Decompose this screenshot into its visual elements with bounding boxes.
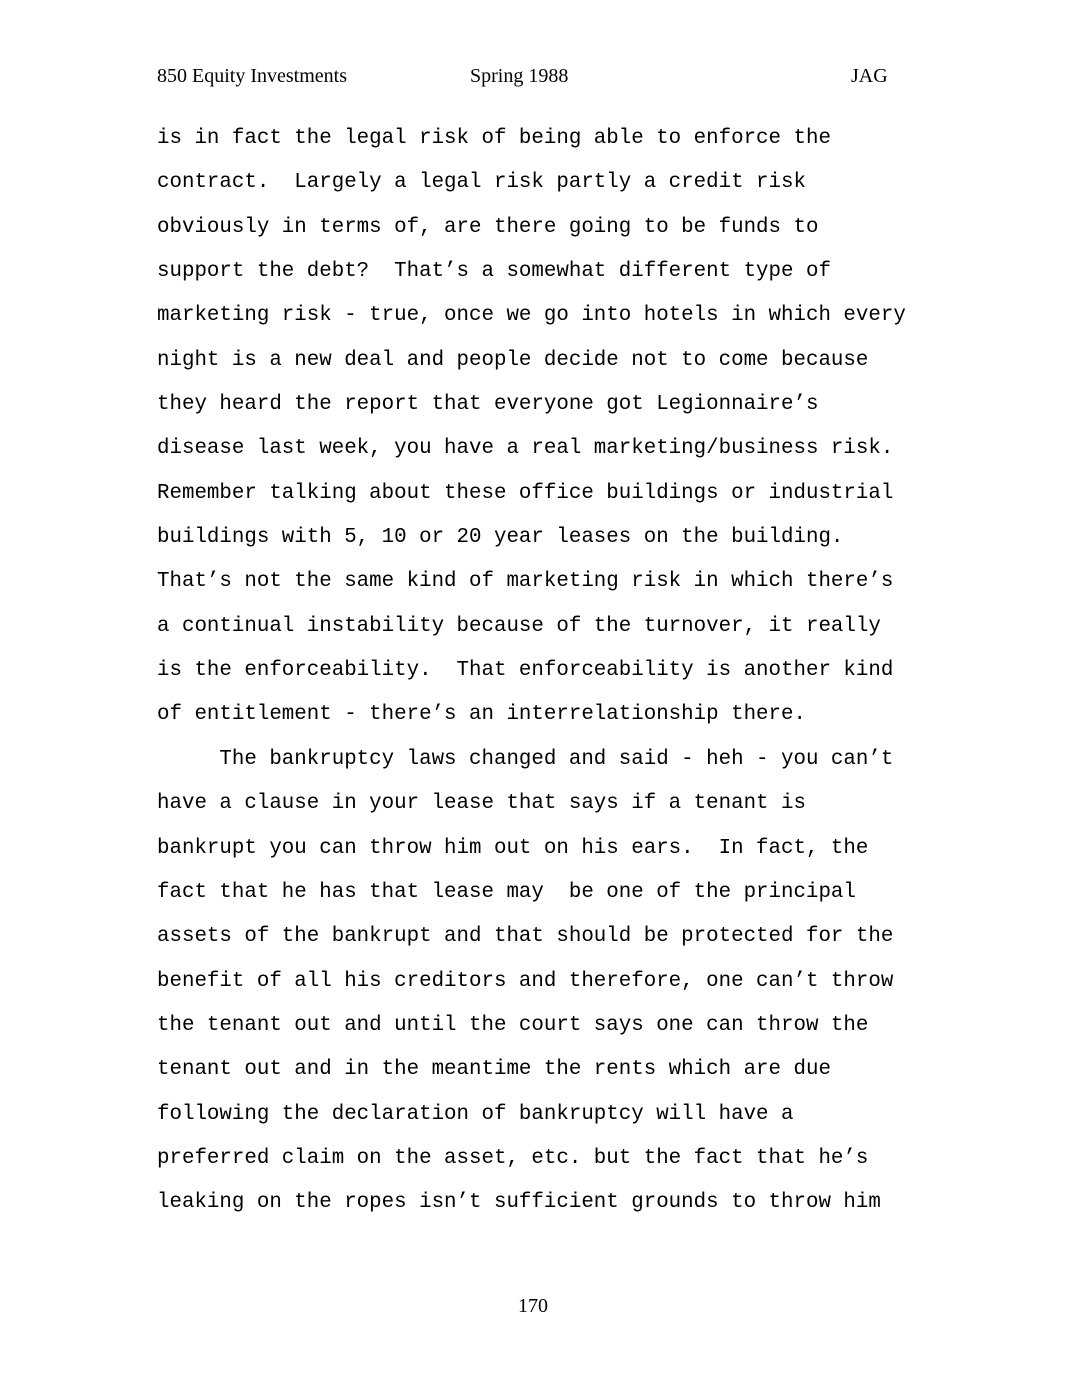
text-line: support the debt? That’s a somewhat different type of — [157, 260, 831, 284]
text-line: is in fact the legal risk of being able to enforce the — [157, 127, 831, 150]
text-line: the tenant out and until the court says one can throw the — [157, 1013, 869, 1037]
text-line: of entitlement - there’s an interrelationship there. — [157, 703, 806, 727]
text-line: fact that he has that lease may be one of the principal — [157, 880, 856, 904]
text-line: they heard the report that everyone got Legionnaire’s — [157, 393, 819, 417]
text-line: is the enforceability. That enforceability is another kind — [157, 659, 894, 683]
text-line: Remember talking about these office buildings or industrial — [157, 481, 894, 505]
text-line: preferred claim on the asset, etc. but the fact that he’s — [157, 1146, 869, 1170]
text-line: marketing risk - true, once we go into hotels in which every — [157, 304, 906, 328]
text-line: assets of the bankrupt and that should be protected for the — [157, 925, 894, 949]
text-line: obviously in terms of, are there going to be funds to — [157, 215, 819, 239]
text-line: bankrupt you can throw him out on his ears. In fact, the — [157, 836, 869, 860]
text-line: buildings with 5, 10 or 20 year leases on the building. — [157, 526, 844, 550]
term-label: Spring 1988 — [470, 65, 569, 87]
course-title: 850 Equity Investments — [157, 65, 347, 87]
text-line: The bankruptcy laws changed and said - heh - you can’t — [157, 747, 894, 771]
text-line: disease last week, you have a real marketing/business risk. — [157, 437, 894, 461]
text-line: That’s not the same kind of marketing risk in which there’s — [157, 570, 894, 594]
body-text — [157, 117, 937, 1226]
author-initials: JAG — [851, 65, 888, 87]
text-line: leaking on the ropes isn’t sufficient grounds to throw him — [157, 1191, 881, 1215]
page-number: 170 — [518, 1295, 548, 1317]
text-line: tenant out and in the meantime the rents which are due — [157, 1058, 831, 1082]
text-line: benefit of all his creditors and therefore, one can’t throw — [157, 969, 894, 993]
text-line: contract. Largely a legal risk partly a credit risk — [157, 171, 806, 195]
page-header — [0, 62, 1066, 90]
text-line: a continual instability because of the turnover, it really — [157, 614, 881, 638]
text-line: night is a new deal and people decide not to come because — [157, 348, 869, 372]
text-line: have a clause in your lease that says if a tenant is — [157, 792, 806, 816]
text-line: following the declaration of bankruptcy will have a — [157, 1102, 794, 1126]
